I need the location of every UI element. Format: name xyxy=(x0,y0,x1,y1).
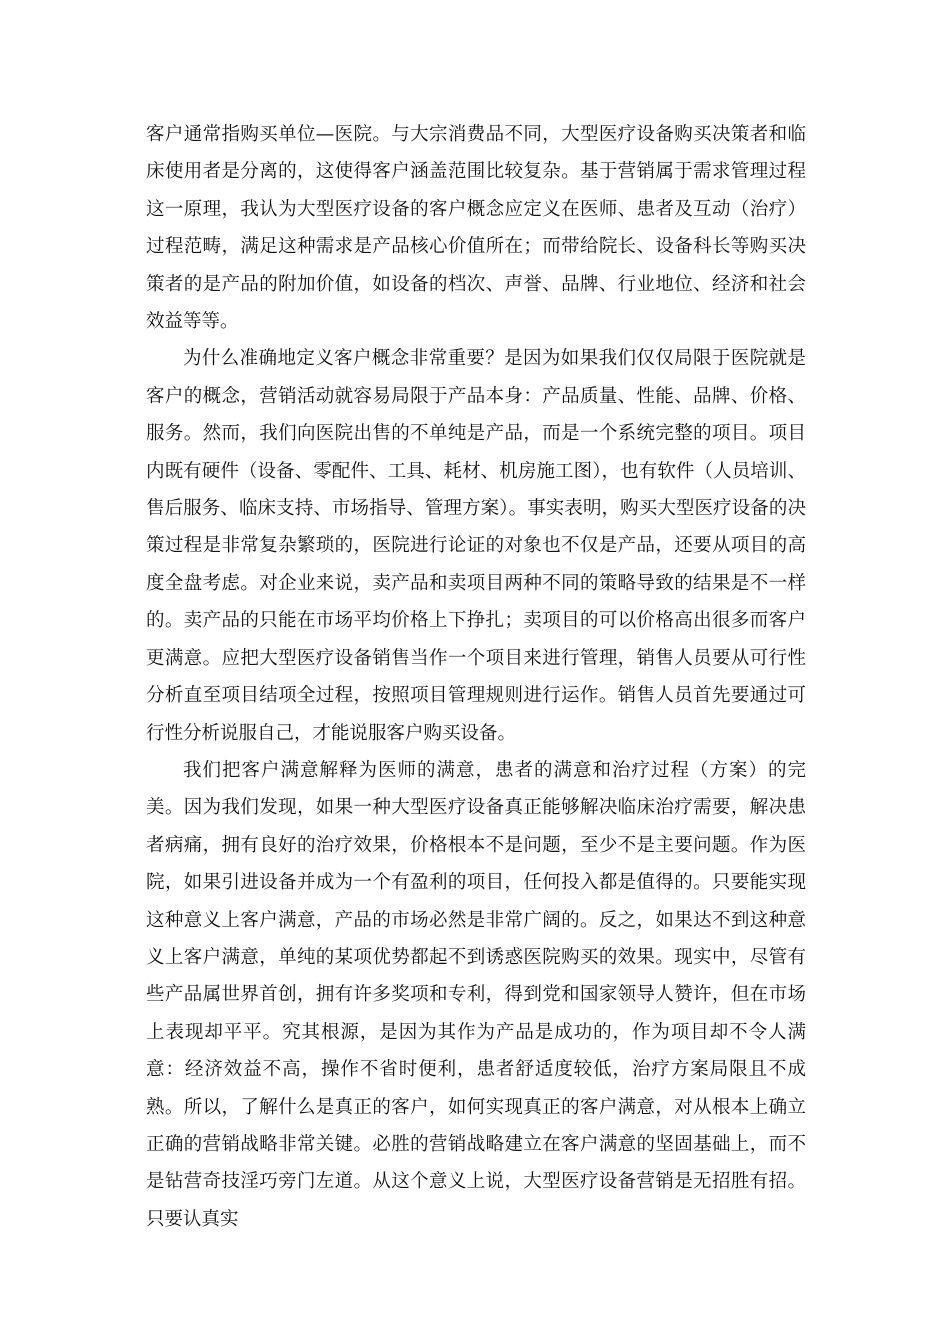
paragraph-1: 客户通常指购买单位—医院。与大宗消费品不同，大型医疗设备购买决策者和临床使用者是分离的，这使得客户涵盖范围比较复杂。基于营销属于需求管理过程这一原理，我认为大型医疗设备的客户概念应定义在医师、患者及互动（治疗）过程范畴，满足这种需求是产品核心价值所在；而带给院长、设备科长等购买决策者的是产品的附加价值，如设备的档次、声誉、品牌、行业地位、经济和社会效益等等。 xyxy=(146,124,806,333)
paragraph-2: 为什么准确地定义客户概念非常重要？是因为如果我们仅仅局限于医院就是客户的概念，营销活动就容易局限于产品本身：产品质量、性能、品牌、价格、服务。然而，我们向医院出售的不单纯是产品，而是一个系统完整的项目。项目内既有硬件（设备、零配件、工具、耗材、机房施工图），也有软件（人员培训、售后服务、临床支持、市场指导、管理方案）。事实表明，购买大型医疗设备的决策过程是非常复杂繁琐的，医院进行论证的对象也不仅是产品，还要从项目的高度全盘考虑。对企业来说，卖产品和卖项目两种不同的策略导致的结果是不一样的。卖产品的只能在市场平均价格上下挣扎；卖项目的可以价格高出很多而客户更满意。应把大型医疗设备销售当作一个项目来进行管理，销售人员要从可行性分析直至项目结项全过程，按照项目管理规则进行运作。销售人员首先要通过可行性分析说服自己，才能说服客户购买设备。 xyxy=(146,348,806,744)
paragraph-3: 我们把客户满意解释为医师的满意，患者的满意和治疗过程（方案）的完美。因为我们发现，如果一种大型医疗设备真正能够解决临床治疗需要，解决患者病痛，拥有良好的治疗效果，价格根本不是问题，至少不是主要问题。作为医院，如果引进设备并成为一个有盈利的项目，任何投入都是值得的。只要能实现这种意义上客户满意，产品的市场必然是非常广阔的。反之，如果达不到这种意义上客户满意，单纯的某项优势都起不到诱惑医院购买的效果。现实中，尽管有些产品属世界首创，拥有许多奖项和专利，得到党和国家领导人赞许，但在市场上表现却平平。究其根源，是因为其作为产品是成功的，作为项目却不令人满意：经济效益不高，操作不省时便利，患者舒适度较低，治疗方案局限且不成熟。所以，了解什么是真正的客户，如何实现真正的客户满意，对从根本上确立正确的营销战略非常关键。必胜的营销战略建立在客户满意的坚固基础上，而不是钻营奇技淫巧旁门左道。从这个意义上说，大型医疗设备营销是无招胜有招。只要认真实 xyxy=(146,759,806,1230)
document-body xyxy=(146,116,806,1238)
